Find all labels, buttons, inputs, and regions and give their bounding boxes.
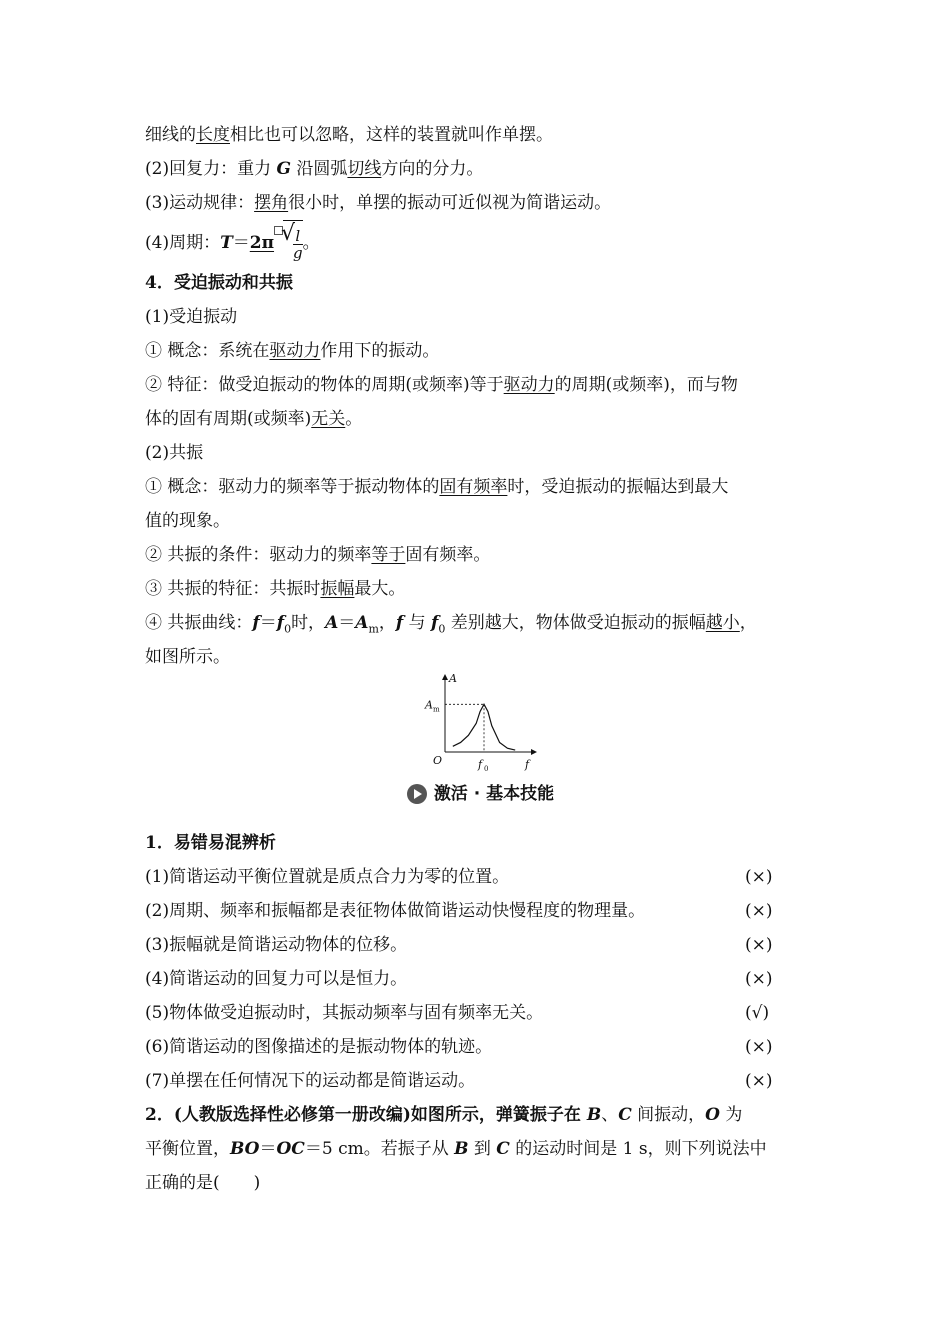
text: 平衡位置， [145, 1139, 230, 1159]
answer-blank: 振幅 [320, 579, 355, 599]
judgement-text: (3)振幅就是简谐运动物体的位移。 [145, 935, 408, 955]
judgement-mark: (×) [745, 935, 773, 955]
peak-amplitude-subscript: m [433, 705, 440, 714]
text: 与 [403, 613, 432, 633]
answer-blank: 越小 [705, 613, 740, 633]
text-line [145, 606, 815, 640]
text: ④ 共振曲线： [145, 613, 253, 633]
symbol: G [276, 159, 292, 179]
text: 体的固有周期(或频率) [145, 409, 312, 429]
text: 最大。 [354, 579, 406, 599]
y-axis-arrow [442, 674, 448, 680]
subscript: m [368, 622, 379, 636]
judgement-mark: (×) [745, 1071, 773, 1091]
answer-blank: 无关 [311, 409, 346, 429]
judgement-mark: (×) [745, 901, 773, 921]
text-line [145, 402, 815, 436]
judgement-mark: (×) [745, 969, 773, 989]
text-line [145, 186, 815, 220]
text-line [145, 368, 815, 402]
text: 、 [601, 1105, 619, 1125]
text: 间振动， [631, 1105, 706, 1125]
text: ② 共振的条件：驱动力的频率 [145, 545, 372, 565]
symbol: B [454, 1139, 469, 1159]
text: ① 概念：系统在 [145, 341, 270, 361]
answer-blank: 长度 [196, 125, 230, 145]
text: 时，受迫振动的振幅达到最大 [507, 477, 729, 497]
origin-label: O [433, 754, 443, 767]
symbol: C [496, 1139, 510, 1159]
answer-blank: 驱动力 [503, 375, 555, 395]
judgement-item [145, 928, 815, 962]
text-line: 值的现象。 [145, 511, 230, 531]
sqrt-icon [283, 220, 303, 267]
resonant-frequency-subscript: 0 [484, 765, 489, 773]
judgement-mark: (×) [745, 867, 773, 887]
subscript: 0 [284, 622, 292, 636]
judgement-text: (7)单摆在任何情况下的运动都是简谐运动。 [145, 1071, 476, 1091]
symbol: f [431, 613, 439, 633]
text: 细线的 [145, 125, 196, 145]
section-title: 激活 · 基本技能 [433, 784, 555, 804]
play-icon [406, 783, 428, 805]
text: 差别越大，物体做受迫振动的振幅 [445, 613, 706, 633]
symbol: OC [276, 1139, 305, 1159]
fraction [293, 228, 303, 261]
text: 相比也可以忽略，这样的装置就叫作单摆。 [230, 125, 553, 145]
peak-amplitude-label: A [425, 698, 433, 712]
text: 作用下的振动。 [320, 341, 440, 361]
text: ＝ [259, 1139, 277, 1159]
text: 到 [468, 1139, 497, 1159]
judgement-item [145, 996, 815, 1030]
symbol: A [325, 613, 339, 633]
period-formula-line [145, 220, 815, 266]
judgement-item [145, 1064, 815, 1098]
judgement-text: (4)简谐运动的回复力可以是恒力。 [145, 969, 408, 989]
text: 固有频率。 [405, 545, 491, 565]
judgement-item [145, 894, 815, 928]
text: 2．(人教版选择性必修第一册改编)如图所示，弹簧振子在 [145, 1105, 587, 1125]
answer-blank: 2π [249, 233, 275, 253]
text: ① 概念：驱动力的频率等于振动物体的 [145, 477, 440, 497]
text: ＝5 cm。若振子从 [304, 1139, 455, 1159]
judgement-mark: (√) [745, 1003, 770, 1023]
answer-blank: 固有频率 [439, 477, 508, 497]
x-axis-label: f [525, 758, 530, 771]
judgement-item [145, 860, 815, 894]
text: ＝ [232, 233, 250, 253]
symbol: O [705, 1105, 720, 1125]
resonance-curve-line [453, 704, 515, 750]
resonant-frequency-label: f [478, 758, 483, 771]
question-line [145, 1098, 815, 1132]
judgement-text: (1)简谐运动平衡位置就是质点合力为零的位置。 [145, 867, 510, 887]
text: (4)周期： [145, 233, 221, 253]
answer-blank: 切线 [347, 159, 382, 179]
judgement-text: (2)周期、频率和振幅都是表征物体做简谐运动快慢程度的物理量。 [145, 901, 646, 921]
denominator: g [293, 244, 303, 262]
text: 很小时，单摆的振动可近似视为简谐运动。 [288, 193, 612, 213]
text-line: 如图所示。 [145, 647, 230, 667]
answer-blank: 摆角 [254, 193, 289, 213]
text-line [145, 152, 815, 186]
judgement-mark: (×) [745, 1037, 773, 1057]
y-axis-label: A [449, 674, 457, 685]
text: 。 [302, 233, 320, 253]
subheading: (2)共振 [145, 443, 204, 463]
symbol: A [355, 613, 369, 633]
text: 的运动时间是 1 s，则下列说法中 [509, 1139, 767, 1159]
text: ＝ [259, 613, 277, 633]
judgement-item [145, 962, 815, 996]
text: ， [378, 613, 396, 633]
symbol: B [586, 1105, 602, 1125]
symbol: f [252, 613, 260, 633]
text: ③ 共振的特征：共振时 [145, 579, 321, 599]
section-heading: 4．受迫振动和共振 [145, 273, 293, 293]
symbol: f [395, 613, 404, 633]
numerator: √ l [293, 228, 303, 245]
question-title: 1．易错易混辨析 [145, 833, 276, 853]
text-line [145, 538, 815, 572]
symbol: f [276, 613, 285, 633]
text: 沿圆弧 [291, 159, 348, 179]
answer-blank: 等于 [371, 545, 406, 565]
symbol: C [618, 1105, 632, 1125]
section-title-bar [145, 774, 815, 814]
symbol: BO [230, 1139, 260, 1159]
text: (2)回复力：重力 [145, 159, 277, 179]
answer-blank: 驱动力 [269, 341, 321, 361]
subheading: (1)受迫振动 [145, 307, 238, 327]
text: 的周期(或频率)，而与物 [554, 375, 738, 395]
text: 时， [291, 613, 326, 633]
text: (3)运动规律： [145, 193, 255, 213]
text: 为 [719, 1105, 743, 1125]
resonance-chart [145, 674, 815, 774]
resonance-curve-svg [145, 674, 815, 774]
text: ② 特征：做受迫振动的物体的周期(或频率)等于 [145, 375, 504, 395]
text-line [145, 470, 815, 504]
question-line: 正确的是( ) [145, 1173, 261, 1193]
judgement-list [145, 860, 815, 1098]
text-line [145, 118, 815, 152]
question-line [145, 1132, 815, 1166]
judgement-item [145, 1030, 815, 1064]
x-axis-arrow [531, 749, 537, 755]
text: ， [739, 613, 757, 633]
judgement-text: (5)物体做受迫振动时，其振动频率与固有频率无关。 [145, 1003, 544, 1023]
document-page [145, 118, 815, 1200]
text: ＝ [338, 613, 356, 633]
subscript: 0 [438, 622, 446, 636]
text: 方向的分力。 [381, 159, 484, 179]
text: 。 [345, 409, 363, 429]
symbol: T [220, 233, 233, 253]
text-line [145, 334, 815, 368]
text-line [145, 572, 815, 606]
judgement-text: (6)简谐运动的图像描述的是振动物体的轨迹。 [145, 1037, 493, 1057]
